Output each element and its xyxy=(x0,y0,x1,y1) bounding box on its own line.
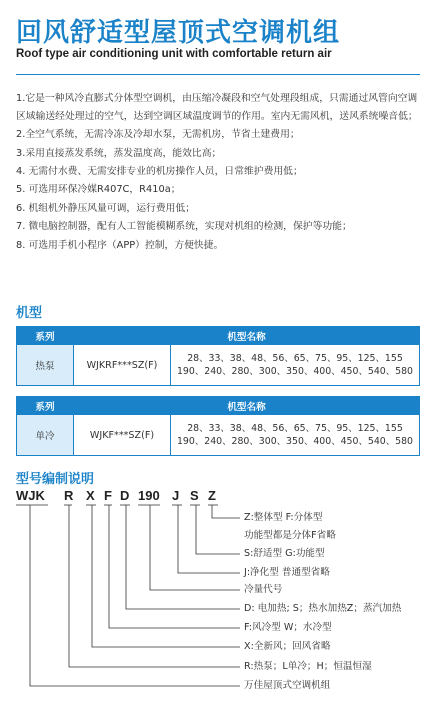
capacity-line: 190、240、280、300、350、400、450、540、580 xyxy=(176,366,414,377)
code-part: X xyxy=(86,488,95,503)
header-series: 系列 xyxy=(17,327,74,345)
feature-list xyxy=(16,90,420,255)
series-cell: 单冷 xyxy=(17,415,74,456)
code-part: WJK xyxy=(16,488,45,503)
feature-item: 1.它是一种风冷直膨式分体型空调机，由压缩冷凝段和空气处理段组成，只需通过风管向空调区域输送经处理过的空气，达到空调区域温度调节的作用。室内无需风机，送风系统噪音低； xyxy=(16,93,418,122)
capacity-cell xyxy=(171,415,420,456)
code-explanation: 万佳屋顶式空调机组 xyxy=(244,680,331,691)
models-section-title: 机型 xyxy=(16,306,43,321)
page-subtitle: Roof type air conditioning unit with comfortable return air xyxy=(16,48,332,60)
capacity-cell xyxy=(171,345,420,386)
feature-item: 4. 无需付水费、无需安排专业的机房操作人员，日常维护费用低； xyxy=(16,165,303,177)
code-section-title: 型号编制说明 xyxy=(16,472,95,487)
code-part: S xyxy=(190,488,199,503)
code-explanation: 功能型都是分体F省略 xyxy=(244,530,336,541)
model-name-cell: WJKF***SZ(F) xyxy=(74,415,171,456)
title-divider xyxy=(16,74,420,75)
feature-item: 5. 可选用环保冷媒R407C，R410a； xyxy=(16,184,181,196)
cooling-model-table xyxy=(16,396,420,456)
feature-item: 8. 可选用手机小程序（APP）控制，方便快捷。 xyxy=(16,239,224,251)
code-part: Z xyxy=(208,488,216,503)
capacity-line: 28、33、38、48、56、65、75、95、125、155 xyxy=(187,423,403,434)
table-header-row xyxy=(17,397,420,415)
model-name-cell: WJKRF***SZ(F) xyxy=(74,345,171,386)
feature-item: 2.全空气系统，无需冷冻及冷却水泵，无需机房，节省土建费用； xyxy=(16,129,300,141)
feature-item: 3.采用直接蒸发系统，蒸发温度高，能效比高； xyxy=(16,147,222,159)
code-connector-lines xyxy=(0,484,436,708)
header-model: 机型名称 xyxy=(74,397,420,415)
code-explanation: X:全新风；回风省略 xyxy=(244,641,331,652)
code-explanation: Z:整体型 F:分体型 xyxy=(244,512,323,523)
code-explanation: R:热泵；L单冷；H；恒温恒湿 xyxy=(244,661,372,672)
code-part: J xyxy=(172,488,180,503)
code-part: 190 xyxy=(138,488,160,503)
heatpump-model-table xyxy=(16,326,420,386)
feature-item: 7. 微电脑控制器，配有人工智能模糊系统，实现对机组的检测，保护等功能； xyxy=(16,221,352,233)
code-explanation: 冷量代号 xyxy=(244,584,283,595)
series-cell: 热泵 xyxy=(17,345,74,386)
feature-item: 6. 机组机外静压风量可调，运行费用低； xyxy=(16,202,196,214)
header-model: 机型名称 xyxy=(74,327,420,345)
code-explanation: F:风冷型 W；水冷型 xyxy=(244,622,332,633)
code-explanation: D: 电加热; S；热水加热Z；蒸汽加热 xyxy=(244,603,402,614)
code-explanation: S:舒适型 G:功能型 xyxy=(244,548,325,559)
capacity-line: 28、33、38、48、56、65、75、95、125、155 xyxy=(187,353,403,364)
code-explanation: J:净化型 普通型省略 xyxy=(244,567,330,578)
table-header-row xyxy=(17,327,420,345)
capacity-line: 190、240、280、300、350、400、450、540、580 xyxy=(176,436,414,447)
code-part: D xyxy=(120,488,130,503)
page-title: 回风舒适型屋顶式空调机组 xyxy=(16,18,341,48)
code-part: F xyxy=(104,488,112,503)
table-row xyxy=(17,345,420,386)
header-series: 系列 xyxy=(17,397,74,415)
table-row xyxy=(17,415,420,456)
code-part: R xyxy=(64,488,74,503)
